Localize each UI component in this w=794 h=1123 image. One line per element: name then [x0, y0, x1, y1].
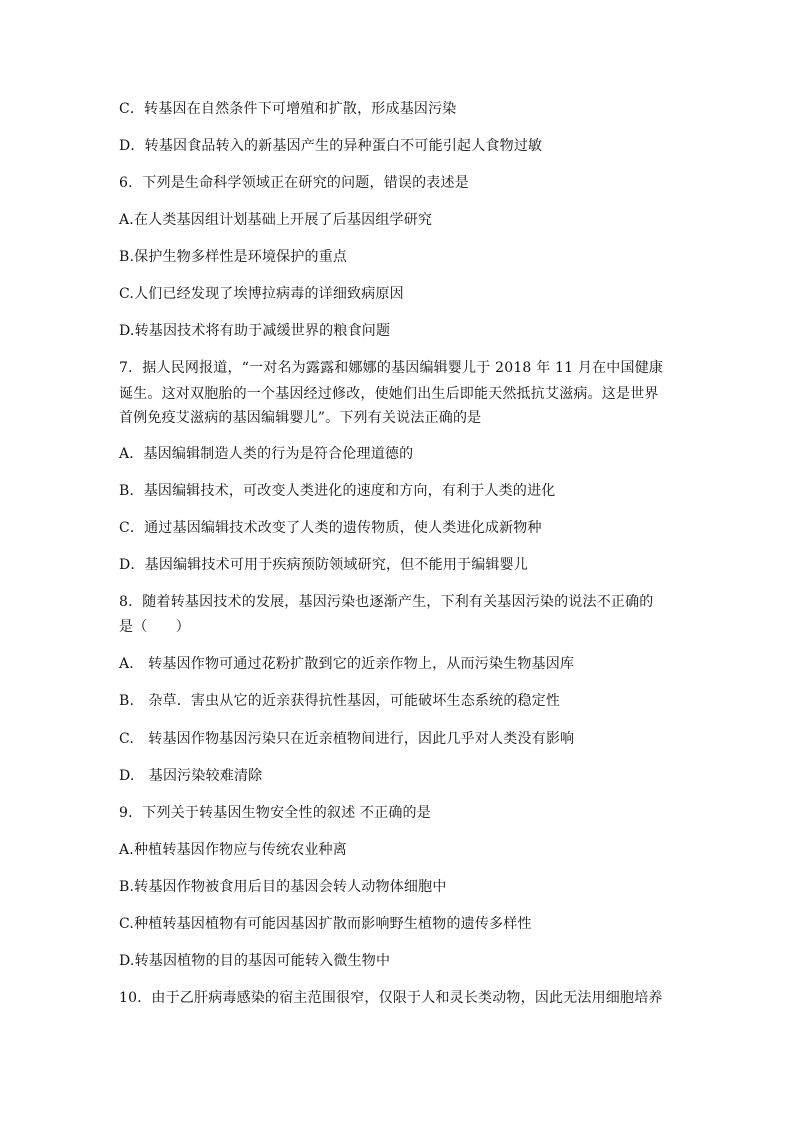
question-8-line-2: 是（ ） [119, 619, 190, 635]
option-a-q7: A．基因编辑制造人类的行为是符合伦理道德的 [119, 446, 414, 462]
question-7-line-1: 7．据人民网报道，“一对名为露露和娜娜的基因编辑婴儿于 2018 年 11 月在中国健康 [119, 360, 664, 376]
question-8-line-1: 8．随着转基因技术的发展，基因污染也逐渐产生，下利有关基因污染的说法不正确的 [119, 594, 654, 610]
question-7-line-2: 诞生。这对双胞胎的一个基因经过修改，使她们出生后即能天然抵抗艾滋病。这是世界 [119, 386, 659, 402]
option-d-q8: D. 基因污染较难清除 [119, 768, 263, 784]
question-9: 9．下列关于转基因生物安全性的叙述 不正确的是 [119, 805, 431, 821]
option-c-q7: C．通过基因编辑技术改变了人类的遗传物质，使人类进化成新物种 [119, 520, 542, 536]
option-b-q6: B.保护生物多样性是环境保护的重点 [119, 249, 348, 265]
option-a-q9: A.种植转基因作物应与传统农业种离 [119, 842, 347, 858]
option-a-q8: A. 转基因作物可通过花粉扩散到它的近亲作物上，从而污染生物基因库 [119, 656, 575, 672]
option-c-q8: C. 转基因作物基因污染只在近亲植物间进行，因此几乎对人类没有影响 [119, 731, 575, 747]
option-a-q6: A.在人类基因组计划基础上开展了后基因组学研究 [119, 212, 433, 228]
question-10: 10．由于乙肝病毒感染的宿主范围很窄，仅限于人和灵长类动物，因此无法用细胞培养 [119, 990, 663, 1006]
option-b-q7: B．基因编辑技术，可改变人类进化的速度和方向，有利于人类的进化 [119, 483, 556, 499]
option-c-q6: C.人们已经发现了埃博拉病毒的详细致病原因 [119, 286, 404, 302]
option-b-q9: B.转基因作物被食用后目的基因会转人动物体细胞中 [119, 879, 447, 895]
option-d-q6: D.转基因技术将有助于减缓世界的粮食问题 [119, 323, 391, 339]
option-c-q5: C．转基因在自然条件下可增殖和扩散，形成基因污染 [119, 101, 457, 117]
option-d-q5: D．转基因食品转入的新基因产生的异种蛋白不可能引起人食物过敏 [119, 138, 543, 154]
option-c-q9: C.种植转基因植物有可能因基因扩散而影响野生植物的遗传多样性 [119, 916, 532, 932]
option-d-q9: D.转基因植物的目的基因可能转入微生物中 [119, 953, 391, 969]
option-d-q7: D．基因编辑技术可用于疾病预防领域研究，但不能用于编辑婴儿 [119, 557, 529, 573]
question-7-line-3: 首例免疫艾滋病的基因编辑婴儿”。下列有关说法正确的是 [119, 410, 482, 426]
option-b-q8: B. 杂草．害虫从它的近亲获得抗性基因，可能破坏生态系统的稳定性 [119, 693, 561, 709]
question-6: 6．下列是生命科学领域正在研究的问题，错误的表述是 [119, 175, 469, 191]
